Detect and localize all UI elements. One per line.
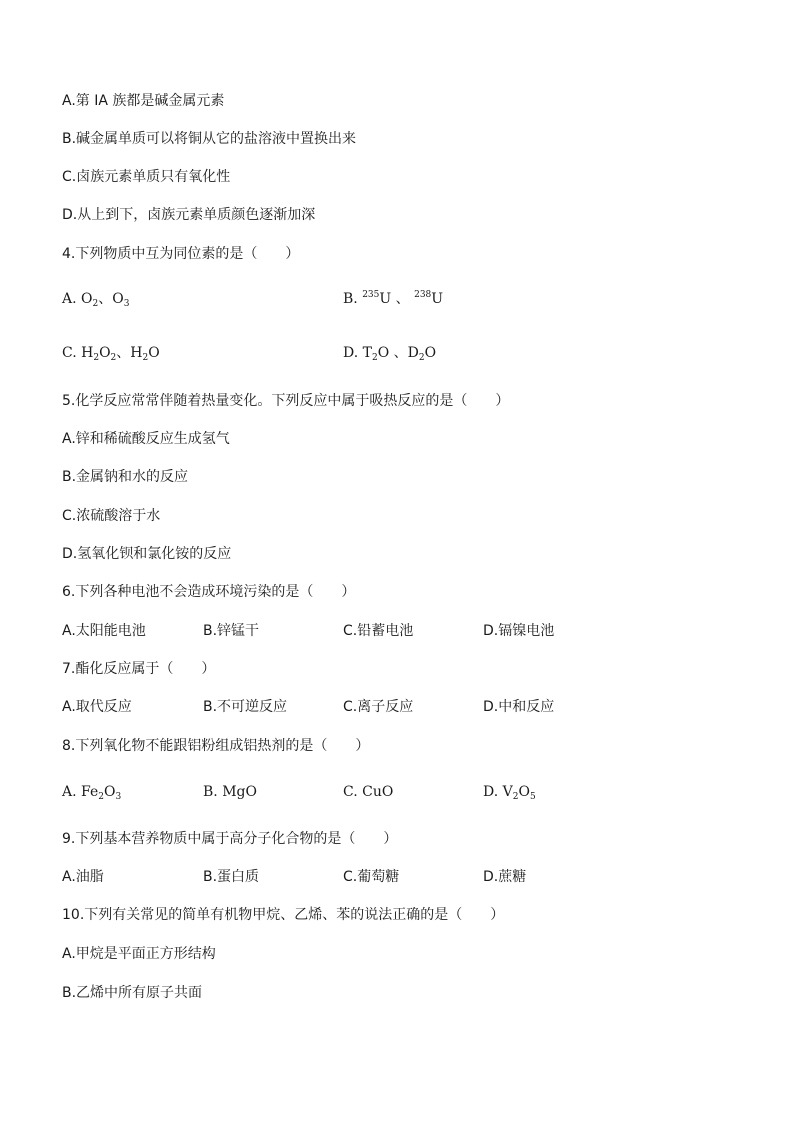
q4-d-mid1: O 、D: [377, 345, 419, 361]
q8-a-sub2: 3: [115, 792, 122, 802]
q8-d-mid: O: [518, 784, 530, 800]
q7-stem: 7.酯化反应属于（ ）: [62, 661, 216, 677]
q4-option-d: [343, 344, 436, 362]
q8-a-prefix: A. Fe: [62, 784, 99, 800]
q6-option-d: D.镉镍电池: [483, 623, 555, 639]
q8-d-sub2: 5: [529, 792, 536, 802]
q8-d-prefix: D. V: [483, 784, 513, 800]
q8-option-c: C. CuO: [343, 784, 394, 800]
q4-option-a: [62, 290, 129, 308]
q4-d-prefix: D. T: [343, 345, 372, 361]
q4-c-sub2: 2: [110, 353, 117, 363]
q4-b-mid2: U: [431, 291, 444, 307]
q8-d-sub1: 2: [512, 792, 519, 802]
q4-d-end: O: [424, 345, 437, 361]
q4-c-mid2: 、H: [116, 345, 143, 361]
q4-stem: 4.下列物质中互为同位素的是（ ）: [62, 246, 300, 262]
q4-c-end: O: [148, 345, 160, 361]
q8-option-a: [62, 783, 121, 801]
q6-option-b: B.锌锰干: [203, 623, 260, 639]
q4-b-sup2: 238: [414, 290, 432, 300]
q4-option-b: [343, 290, 443, 308]
q9-option-b: B.蛋白质: [203, 869, 260, 885]
q8-a-mid: O: [103, 784, 116, 800]
q9-option-c: C.葡萄糖: [343, 869, 400, 885]
q4-d-sub2: 2: [418, 353, 425, 363]
q6-option-c: C.铅蓄电池: [343, 623, 414, 639]
q4-a-sub1: 2: [92, 299, 99, 309]
q9-option-a: A.油脂: [62, 869, 104, 885]
q5-stem: 5.化学反应常常伴随着热量变化。下列反应中属于吸热反应的是（ ）: [62, 393, 510, 409]
q7-option-a: A.取代反应: [62, 699, 132, 715]
q4-option-c: [62, 344, 160, 362]
q8-stem: 8.下列氧化物不能跟铝粉组成铝热剂的是（ ）: [62, 738, 370, 754]
q7-option-d: D.中和反应: [483, 699, 555, 715]
q5-option-c: C.浓硫酸溶于水: [62, 508, 161, 524]
q6-option-a: A.太阳能电池: [62, 623, 146, 639]
q4-b-sup1: 235: [362, 290, 380, 300]
q8-option-b: B. MgO: [203, 784, 257, 800]
q4-a-prefix: A. O: [62, 291, 93, 307]
q4-c-prefix: C. H: [62, 345, 94, 361]
q4-c-sub3: 2: [142, 353, 149, 363]
q7-option-c: C.离子反应: [343, 699, 414, 715]
q4-a-mid: 、O: [98, 291, 124, 307]
q5-option-a: A.锌和稀硫酸反应生成氢气: [62, 431, 230, 447]
q3-option-c: C.卤族元素单质只有氧化性: [62, 169, 231, 185]
q10-option-b: B.乙烯中所有原子共面: [62, 985, 203, 1001]
q4-d-sub1: 2: [371, 353, 378, 363]
q6-stem: 6.下列各种电池不会造成环境污染的是（ ）: [62, 584, 356, 600]
q5-option-d: D.氢氧化钡和氯化铵的反应: [62, 546, 232, 562]
q3-option-b: B.碱金属单质可以将铜从它的盐溶液中置换出来: [62, 131, 357, 147]
q10-option-a: A.甲烷是平面正方形结构: [62, 946, 216, 962]
q10-stem: 10.下列有关常见的简单有机物甲烷、乙烯、苯的说法正确的是（ ）: [62, 907, 505, 923]
q8-a-sub1: 2: [98, 792, 104, 802]
q3-option-a: A.第 IA 族都是碱金属元素: [62, 93, 225, 109]
q4-b-prefix: B.: [343, 291, 363, 307]
q8-option-d: [483, 783, 536, 801]
q4-a-sub2: 3: [123, 299, 130, 309]
q9-stem: 9.下列基本营养物质中属于高分子化合物的是（ ）: [62, 831, 398, 847]
q9-option-d: D.蔗糖: [483, 869, 527, 885]
q4-c-mid1: O: [99, 345, 111, 361]
q4-b-mid1: U 、: [379, 291, 410, 307]
q3-option-d: D.从上到下，卤族元素单质颜色逐渐加深: [62, 207, 316, 223]
q7-option-b: B.不可逆反应: [203, 699, 288, 715]
q5-option-b: B.金属钠和水的反应: [62, 469, 189, 485]
q4-c-sub1: 2: [93, 353, 100, 363]
